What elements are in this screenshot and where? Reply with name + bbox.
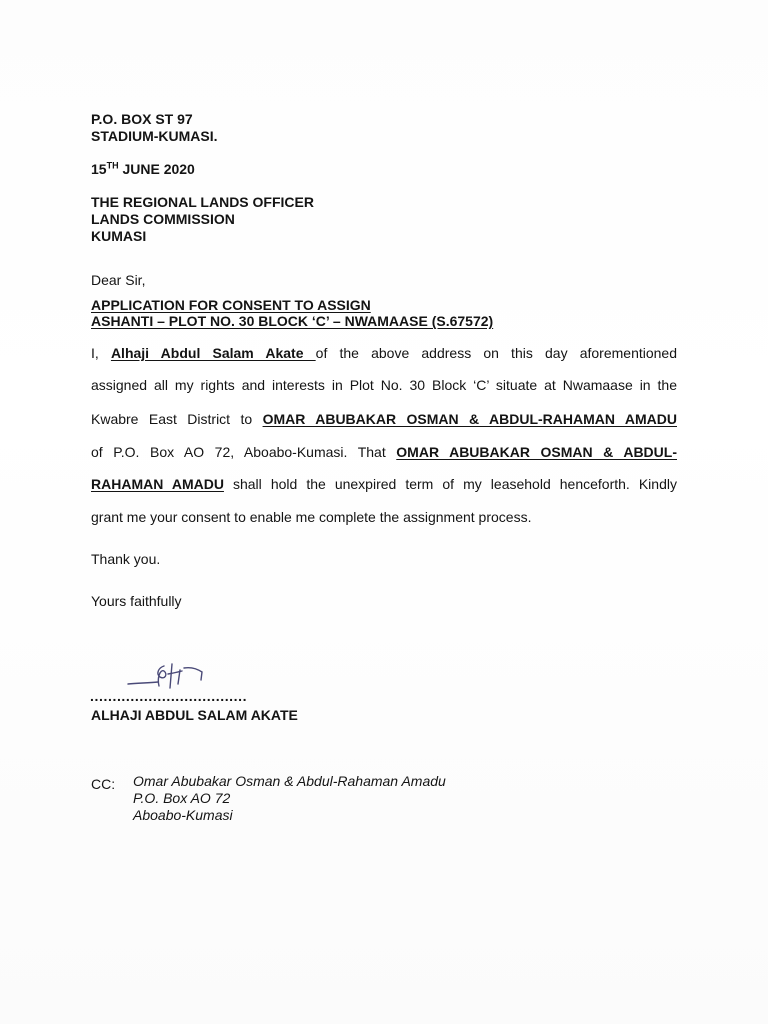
subject-line-2: ASHANTI – PLOT NO. 30 BLOCK ‘C’ – NWAMAASE (S.67572) (91, 313, 494, 329)
cc-line-3: Aboabo-Kumasi (133, 807, 233, 823)
body-line-4 (91, 444, 677, 461)
body-line-3 (91, 411, 677, 428)
assignee-names: RAHAMAN AMADU (91, 476, 224, 492)
recipient-line-1: THE REGIONAL LANDS OFFICER (91, 194, 314, 210)
recipient-line-2: LANDS COMMISSION (91, 211, 235, 227)
body-text: of the above address on this day aforementioned (315, 345, 678, 361)
salutation: Dear Sir, (91, 272, 146, 288)
thanks-line: Thank you. (91, 551, 161, 567)
recipient-line-3: KUMASI (91, 228, 147, 244)
body-text: Kwabre East District to (91, 411, 263, 427)
body-text: shall hold the unexpired term of my leasehold henceforth. Kindly (223, 476, 677, 492)
body-text: I, (91, 345, 111, 361)
cc-line-2: P.O. Box AO 72 (133, 790, 231, 806)
sender-po-box: P.O. BOX ST 97 (91, 111, 193, 127)
date-day: 15 (91, 161, 107, 177)
date-suffix: TH (106, 160, 119, 171)
sender-city: STADIUM-KUMASI. (91, 128, 218, 144)
body-line-1 (91, 345, 677, 362)
handwritten-signature (124, 658, 214, 692)
subject-line-1: APPLICATION FOR CONSENT TO ASSIGN (91, 297, 371, 313)
signature-line: ................................... (90, 688, 248, 704)
closing-line: Yours faithfully (91, 593, 182, 609)
body-line-5 (91, 476, 677, 493)
body-line-2: assigned all my rights and interests in Plot No. 30 Block ‘C’ situate at Nwamaase in the (91, 377, 677, 393)
letter-date (91, 161, 195, 178)
cc-line-1: Omar Abubakar Osman & Abdul-Rahaman Amadu (133, 773, 446, 789)
cc-label: CC: (91, 776, 116, 792)
date-rest: JUNE 2020 (118, 161, 195, 177)
assignee-names: OMAR ABUBAKAR OSMAN & ABDUL- (396, 444, 677, 460)
signatory-name: ALHAJI ABDUL SALAM AKATE (91, 707, 298, 723)
body-line-6: grant me your consent to enable me complete the assignment process. (91, 509, 532, 525)
body-text: of P.O. Box AO 72, Aboabo-Kumasi. That (91, 444, 397, 460)
assignee-names: OMAR ABUBAKAR OSMAN & ABDUL-RAHAMAN AMADU (262, 411, 677, 427)
assignor-name: Alhaji Abdul Salam Akate (110, 345, 316, 361)
